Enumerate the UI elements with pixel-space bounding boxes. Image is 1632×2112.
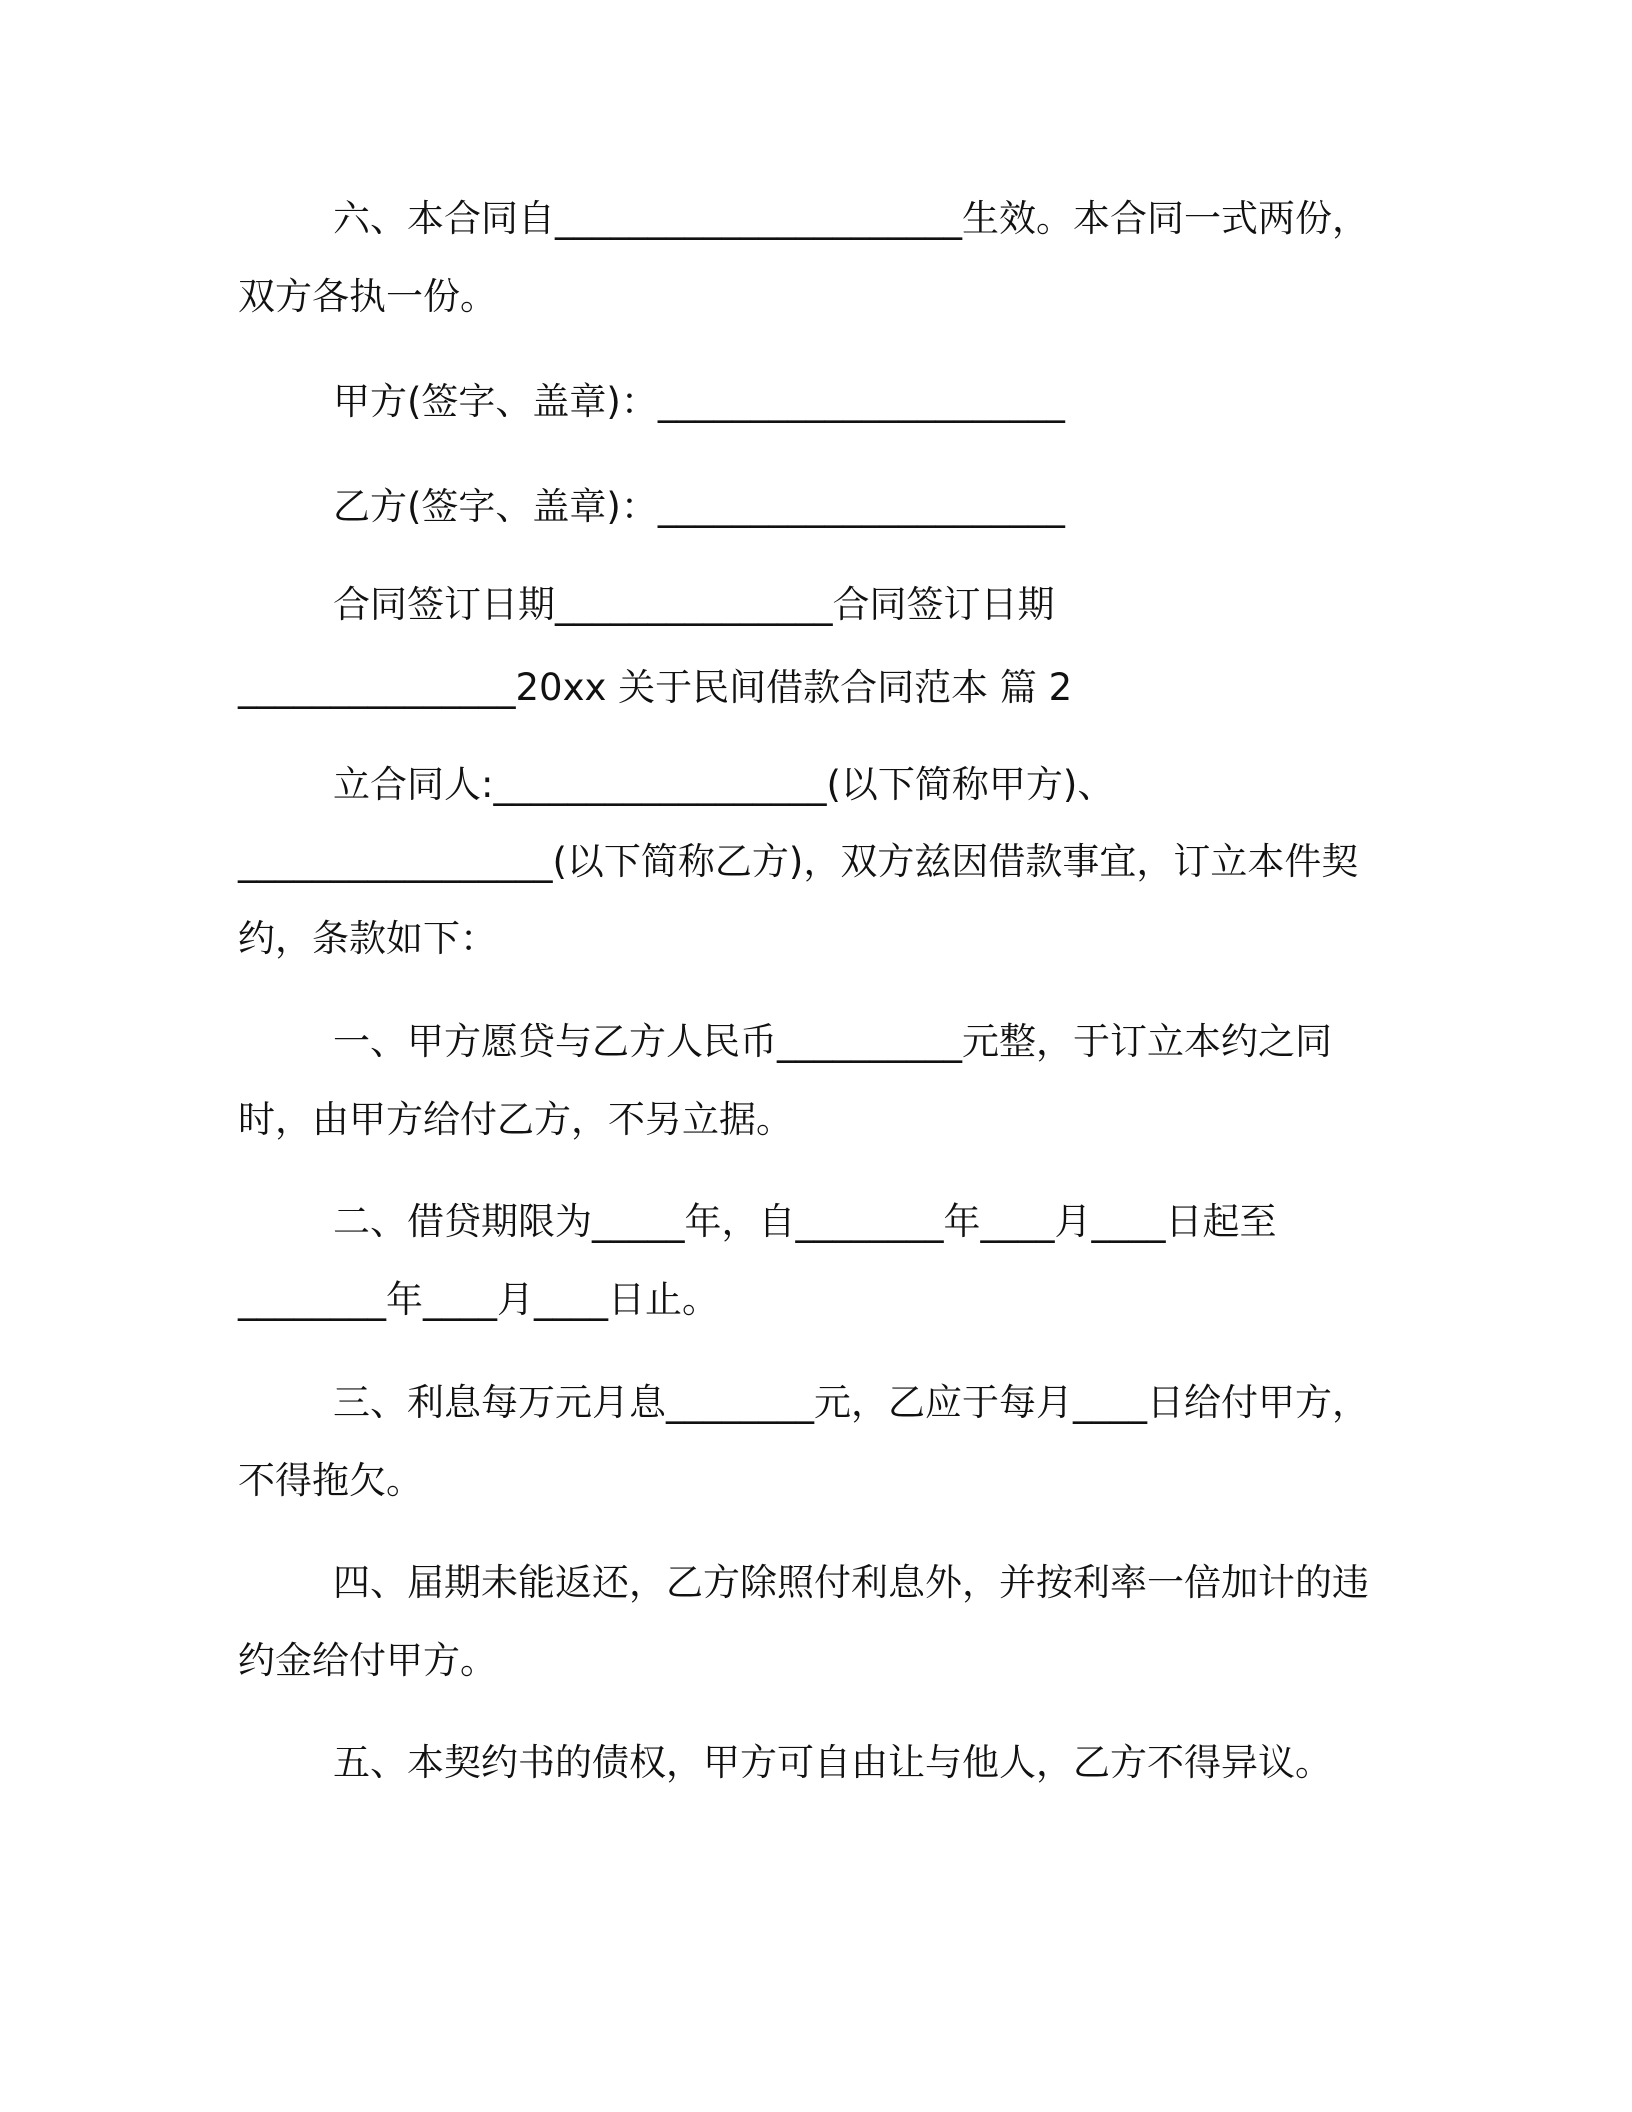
clause-6-line-2: 双方各执一份。 xyxy=(238,275,497,318)
contract-party-line-3: 约，条款如下： xyxy=(238,917,497,960)
clause-2-line-2: ________年____月____日止。 xyxy=(238,1278,719,1321)
party-b-signature-line: 乙方(签字、盖章)：______________________ xyxy=(333,485,1065,528)
clause-5-line-1: 五、本契约书的债权，甲方可自由让与他人，乙方不得异议。 xyxy=(333,1741,1332,1784)
clause-3-line-1: 三、利息每万元月息________元，乙应于每月____日给付甲方， xyxy=(333,1381,1369,1424)
contract-party-line-1: 立合同人:__________________(以下简称甲方)、 xyxy=(333,763,1115,806)
clause-1-line-2: 时，由甲方给付乙方，不另立据。 xyxy=(238,1098,793,1141)
clause-6-line-1: 六、本合同自______________________生效。本合同一式两份， xyxy=(333,197,1369,240)
clause-4-line-2: 约金给付甲方。 xyxy=(238,1639,497,1682)
party-a-signature-line: 甲方(签字、盖章)：______________________ xyxy=(333,380,1065,423)
section-title-line: _______________20xx 关于民间借款合同范本 篇 2 xyxy=(238,666,1073,709)
clause-2-line-1: 二、借贷期限为_____年，自________年____月____日起至 xyxy=(333,1200,1277,1243)
clause-3-line-2: 不得拖欠。 xyxy=(238,1459,423,1502)
clause-1-line-1: 一、甲方愿贷与乙方人民币__________元整，于订立本约之同 xyxy=(333,1020,1332,1063)
clause-4-line-1: 四、届期未能返还，乙方除照付利息外，并按利率一倍加计的违 xyxy=(333,1561,1369,1604)
sign-date-line: 合同签订日期_______________合同签订日期 xyxy=(333,583,1055,626)
contract-party-line-2: _________________(以下简称乙方)，双方兹因借款事宜，订立本件契 xyxy=(238,840,1359,883)
